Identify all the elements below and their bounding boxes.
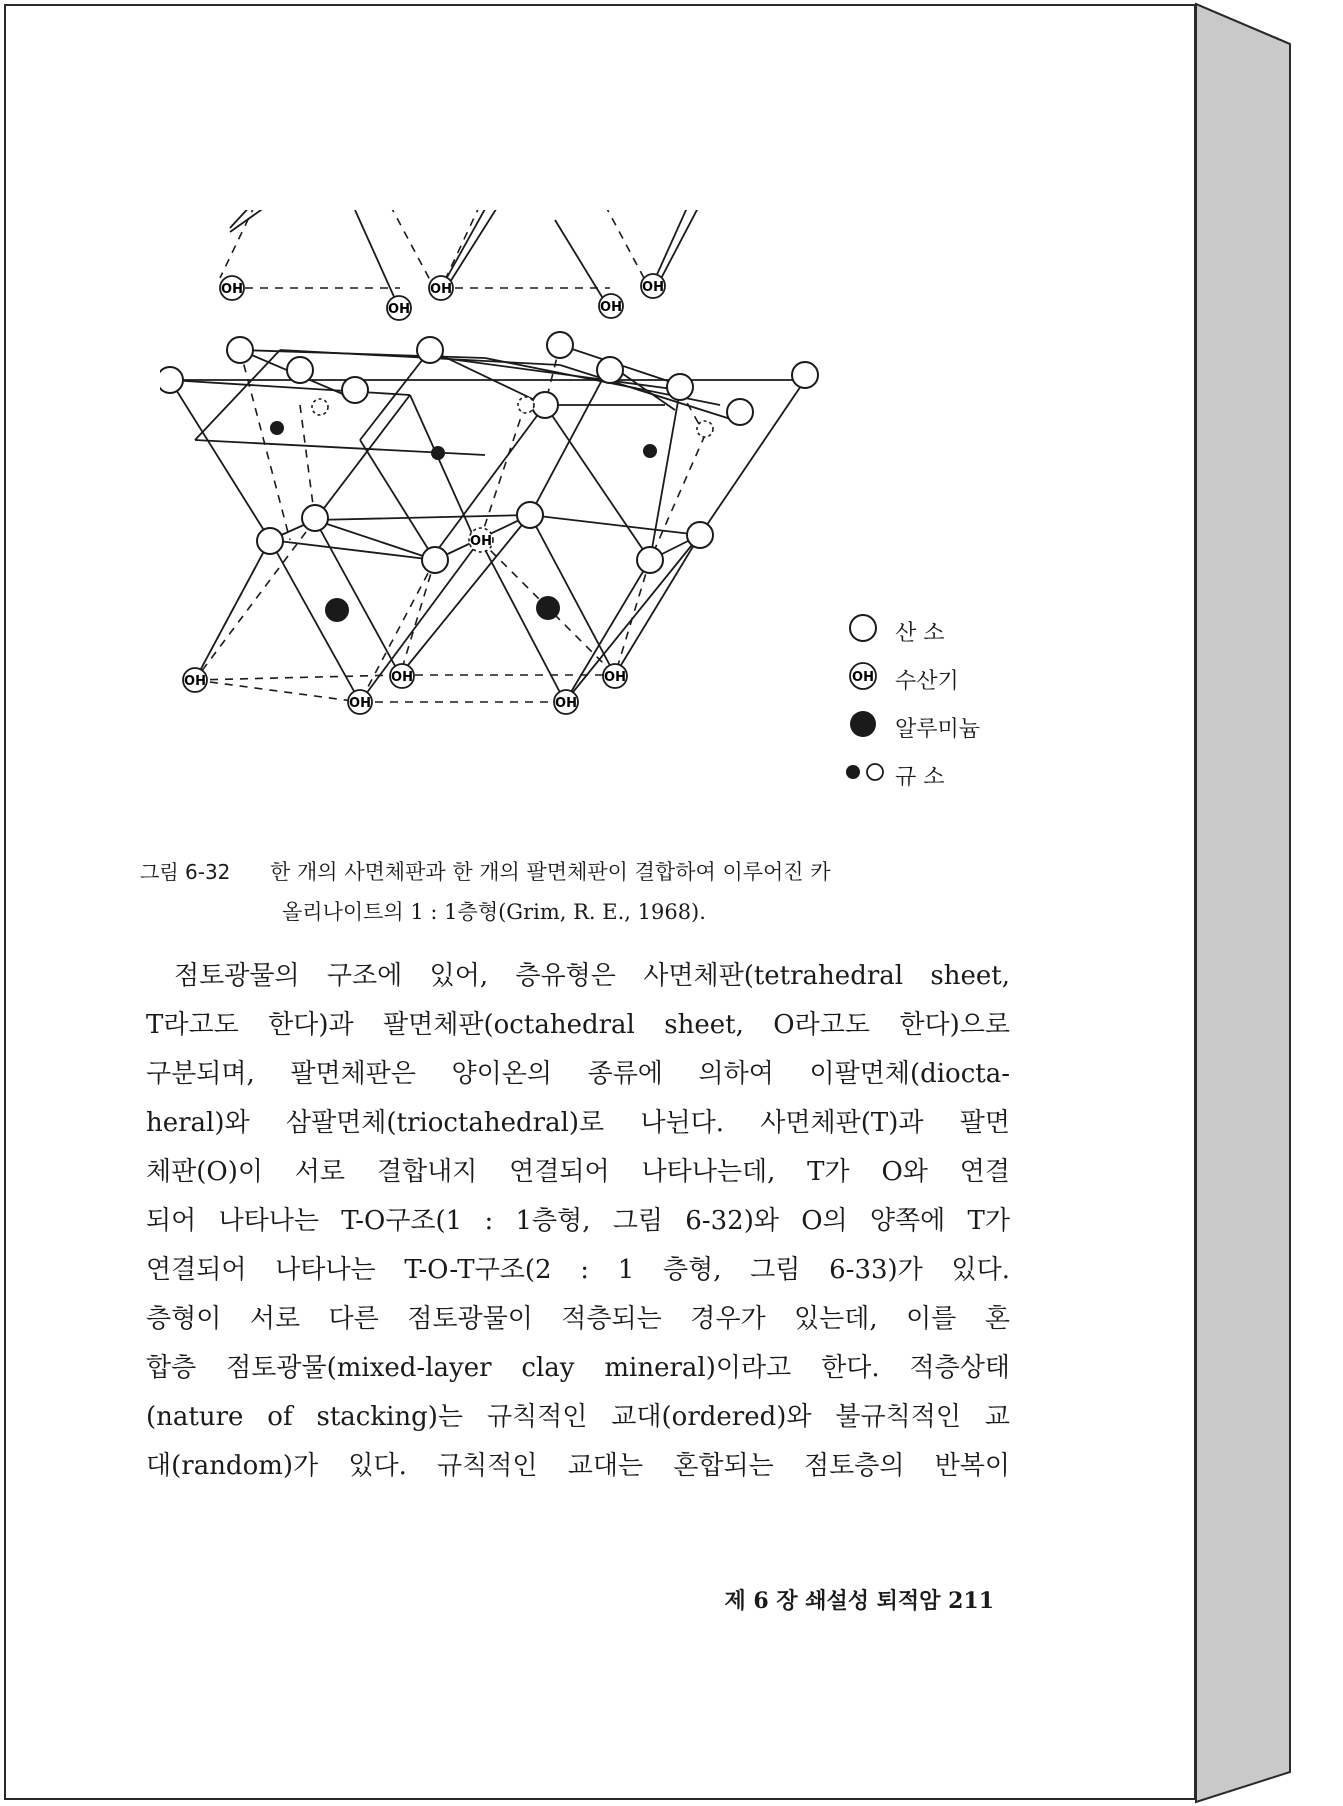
figure-legend bbox=[845, 610, 1025, 802]
page-footer: 제 6 장 쇄설성 퇴적암 211 bbox=[724, 1588, 994, 1614]
text-line: 되어 나타나는 T-O구조(1 : 1층형, 그림 6-32)와 O의 양쪽에 T가 bbox=[146, 1206, 1010, 1236]
text-line: 점토광물의 구조에 있어, 층유형은 사면체판(tetrahedral sheet, bbox=[174, 961, 1010, 991]
silicon-hidden-atom bbox=[518, 397, 534, 413]
oxygen-atom bbox=[597, 357, 623, 383]
legend-item-hydroxyl bbox=[845, 658, 1025, 706]
caption-text: 한 개의 사면체판과 한 개의 팔면체판이 결합하여 이루어진 카 bbox=[270, 860, 831, 884]
oxygen-atom bbox=[532, 392, 558, 418]
dashed-bond bbox=[195, 520, 315, 680]
dashed-bond bbox=[195, 675, 400, 680]
legend-label: 수산기 bbox=[895, 669, 959, 694]
oxygen-atom bbox=[792, 362, 818, 388]
dashed-bond bbox=[300, 405, 315, 520]
aluminium-atom bbox=[536, 596, 560, 620]
bond-line bbox=[355, 210, 400, 310]
svg-text:OH: OH bbox=[391, 670, 413, 685]
text-line: 체판(O)이 서로 결합내지 연결되어 나타나는데, T가 O와 연결 bbox=[146, 1157, 1010, 1187]
hydroxyl-group bbox=[599, 294, 623, 318]
svg-text:OH: OH bbox=[470, 534, 492, 549]
silicon-hidden-atom bbox=[312, 399, 328, 415]
hydroxyl-group bbox=[220, 276, 244, 300]
bond-line bbox=[650, 390, 680, 560]
hydroxyl-group bbox=[348, 690, 372, 714]
hydroxyl-group bbox=[603, 664, 627, 688]
silicon-symbol-icon bbox=[845, 756, 889, 792]
svg-text:OH: OH bbox=[642, 280, 664, 295]
bond-line bbox=[270, 540, 435, 560]
text-line: heral)와 삼팔면체(trioctahedral)로 나뉜다. 사면체판(T)과 팔면 bbox=[146, 1108, 1010, 1138]
bond-line bbox=[480, 540, 565, 702]
svg-text:OH: OH bbox=[430, 282, 452, 297]
figure-caption bbox=[140, 852, 1020, 932]
silicon-atom bbox=[270, 421, 284, 435]
svg-text:OH: OH bbox=[600, 300, 622, 315]
svg-text:OH: OH bbox=[349, 696, 371, 711]
svg-text:OH: OH bbox=[852, 670, 874, 685]
svg-text:OH: OH bbox=[221, 282, 243, 297]
hydroxyl-group bbox=[554, 690, 578, 714]
bond-line bbox=[315, 515, 530, 520]
bond-line bbox=[315, 395, 410, 520]
oxygen-atom bbox=[637, 547, 663, 573]
oxygen-atom bbox=[727, 399, 753, 425]
body-paragraph bbox=[146, 952, 1010, 1491]
silicon-atom bbox=[643, 444, 657, 458]
bond-line bbox=[360, 440, 435, 560]
text-line: 합층 점토광물(mixed-layer clay mineral)이라고 한다. 적층상태 bbox=[146, 1353, 1010, 1383]
oxygen-atom bbox=[667, 374, 693, 400]
bond-line bbox=[360, 540, 480, 702]
oh-circle-icon bbox=[845, 660, 885, 696]
bond-line bbox=[530, 365, 610, 515]
hydroxyl-group bbox=[390, 664, 414, 688]
text-line: 연결되어 나타나는 T-O-T구조(2 : 1 층형, 그림 6-33)가 있다. bbox=[146, 1255, 1010, 1285]
svg-text:OH: OH bbox=[555, 696, 577, 711]
silicon-atom bbox=[431, 446, 445, 460]
filled-circle-icon bbox=[845, 708, 885, 744]
text-line: T라고도 한다)과 팔면체판(octahedral sheet, O라고도 한다)으로 bbox=[146, 1010, 1010, 1040]
oxygen-atom bbox=[422, 547, 448, 573]
oxygen-atom bbox=[547, 332, 573, 358]
svg-text:OH: OH bbox=[604, 670, 626, 685]
bond-line bbox=[445, 210, 505, 290]
text-line: (nature of stacking)는 규칙적인 교대(ordered)와 불규칙적인 교 bbox=[146, 1402, 1010, 1432]
hydroxyl-group bbox=[641, 274, 665, 298]
caption-line-2: 올리나이트의 1 : 1층형(Grim, R. E., 1968). bbox=[282, 900, 706, 924]
legend-label: 알루미늄 bbox=[895, 717, 981, 742]
oxygen-atom bbox=[342, 377, 368, 403]
bond-line bbox=[655, 210, 710, 290]
bond-line bbox=[555, 220, 610, 310]
bond-line bbox=[400, 515, 530, 675]
svg-text:OH: OH bbox=[388, 302, 410, 317]
aluminium-atom bbox=[325, 598, 349, 622]
open-circle-icon bbox=[845, 612, 885, 648]
figure-number: 그림 6-32 bbox=[140, 860, 231, 884]
silicon-hidden-atom bbox=[697, 421, 713, 437]
bond-line bbox=[360, 350, 430, 440]
hydroxyl-group bbox=[183, 668, 207, 692]
dashed-bond bbox=[445, 210, 480, 280]
caption-line-1 bbox=[140, 852, 1020, 892]
legend-label: 규 소 bbox=[895, 765, 945, 790]
oxygen-atom bbox=[257, 528, 283, 554]
oxygen-atom bbox=[160, 367, 183, 393]
oxygen-atom bbox=[417, 337, 443, 363]
dashed-bond bbox=[615, 560, 650, 675]
legend-item-oxygen bbox=[845, 610, 1025, 658]
dashed-bond bbox=[390, 210, 430, 280]
bond-line bbox=[530, 515, 700, 535]
dashed-bond bbox=[195, 680, 360, 702]
bond-line bbox=[530, 515, 615, 675]
hydroxyl-group bbox=[387, 296, 411, 320]
oxygen-atom bbox=[287, 357, 313, 383]
svg-text:OH: OH bbox=[184, 674, 206, 689]
bond-line bbox=[170, 380, 270, 540]
oxygen-atom bbox=[517, 502, 543, 528]
oxygen-atom bbox=[302, 505, 328, 531]
bond-line bbox=[170, 380, 410, 395]
oxygen-atom bbox=[687, 522, 713, 548]
hydroxyl-group bbox=[469, 528, 493, 552]
oxygen-atom bbox=[227, 337, 253, 363]
dashed-bond bbox=[605, 210, 645, 280]
text-line: 대(random)가 있다. 규칙적인 교대는 혼합되는 점토층의 반복이 bbox=[146, 1451, 1010, 1481]
legend-item-silicon bbox=[845, 754, 1025, 802]
legend-label: 산 소 bbox=[895, 621, 945, 646]
hydroxyl-group bbox=[429, 276, 453, 300]
text-line: 층형이 서로 다른 점토광물이 적층되는 경우가 있는데, 이를 혼 bbox=[146, 1304, 1010, 1334]
text-line: 구분되며, 팔면체판은 양이온의 종류에 의하여 이팔면체(diocta- bbox=[146, 1059, 1010, 1089]
legend-item-aluminium bbox=[845, 706, 1025, 754]
bond-line bbox=[545, 405, 650, 560]
